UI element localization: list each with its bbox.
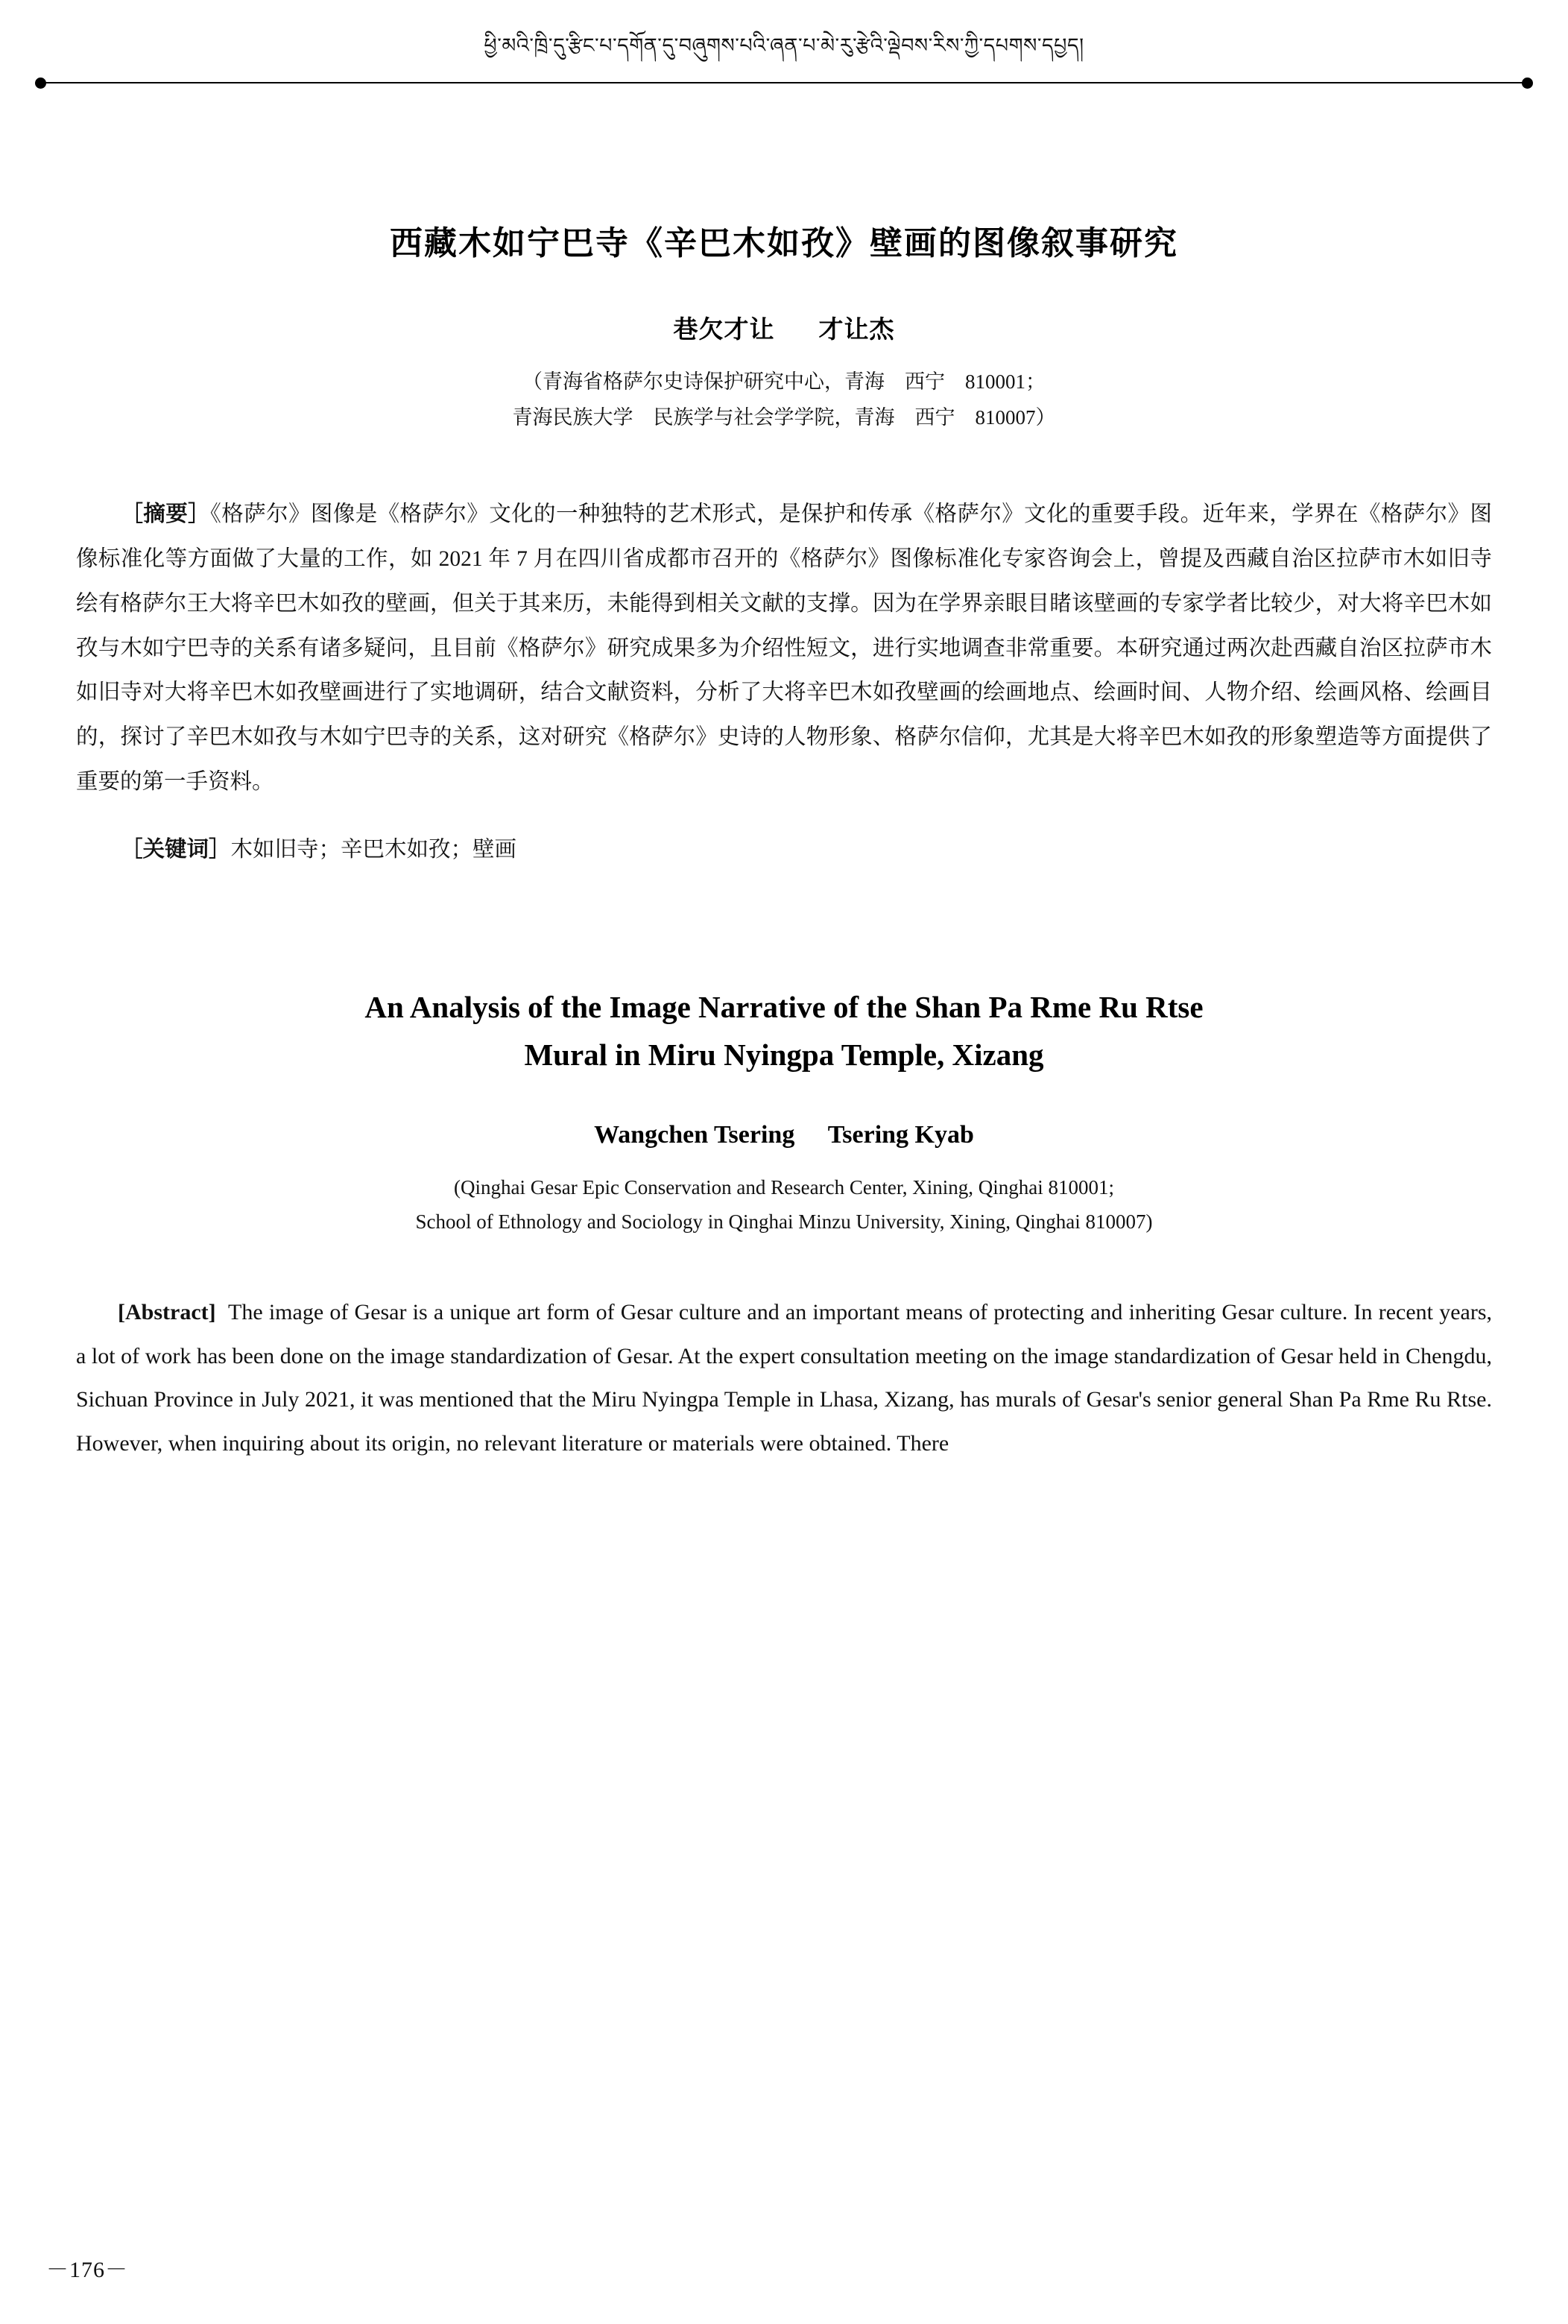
chinese-keywords-text: 木如旧寺；辛巴木如孜；壁画: [230, 837, 517, 862]
chinese-author-1: 巷欠才让: [673, 315, 775, 344]
chinese-keywords: [76, 827, 1492, 873]
chinese-title: 西藏木如宁巴寺《辛巴木如孜》壁画的图像叙事研究: [390, 224, 1178, 263]
tibetan-running-head: ཕྱི་མའི་ཁྲི་དུ་རྩིང་པ་དགོན་དུ་བཞུགས་པའི་ཞན་པ་མེ་རུ་རྩེའི་ལྡེབས་རིས་ཀྱི་དཔགས་དཔྱད།: [484, 34, 1084, 57]
english-author-2: Tsering Kyab: [827, 1120, 974, 1149]
page-number: －176－: [46, 2258, 128, 2282]
english-title-line-1: An Analysis of the Image Narrative of the Shan Pa Rme Ru Rtse: [364, 990, 1204, 1025]
english-affiliations: [76, 1170, 1492, 1240]
chinese-affiliation-1: （青海省格萨尔史诗保护研究中心，青海 西宁 810001；: [522, 370, 1046, 394]
english-title-line-2: Mural in Miru Nyingpa Temple, Xizang: [524, 1037, 1044, 1072]
chinese-affiliations: [76, 364, 1492, 435]
english-author-1: Wangchen Tsering: [594, 1120, 795, 1149]
header-rule: [35, 76, 1533, 89]
english-abstract-text: The image of Gesar is a unique art form of Gesar culture and an important means of protecting and inheriting Gesar culture. In recent years, a lot of work has been done on the image standardization of Gesar. At the expert consultation meeting on the image standardization of Gesar held in Chengdu, Sichuan Province in July 2021, it was mentioned that the Miru Nyingpa Temple in Lhasa, Xizang, has murals of Gesar's senior general Shan Pa Rme Ru Rtse. However, when inquiring about its origin, no relevant literature or materials were obtained. There: [76, 1300, 1493, 1456]
page-header: [0, 0, 1568, 89]
english-title: [76, 984, 1492, 1079]
chinese-abstract: [76, 492, 1492, 805]
rule-dot-right-icon: [1522, 78, 1533, 89]
english-affiliation-2: School of Ethnology and Sociology in Qinghai Minzu University, Xining, Qinghai 810007): [415, 1210, 1153, 1233]
english-abstract-label: [Abstract]: [118, 1300, 216, 1325]
chinese-keywords-label: ［关键词］: [121, 836, 231, 862]
english-affiliation-1: (Qinghai Gesar Epic Conservation and Research Center, Xining, Qinghai 810001;: [454, 1175, 1114, 1199]
chinese-abstract-label: ［摘要］: [121, 500, 211, 526]
chinese-affiliation-2: 青海民族大学 民族学与社会学学院，青海 西宁 810007）: [512, 405, 1056, 429]
english-authors: [76, 1121, 1492, 1149]
rule-line: [44, 82, 1524, 83]
article-content: [54, 216, 1514, 1465]
chinese-author-2: 才让杰: [818, 315, 895, 344]
chinese-abstract-text: 《格萨尔》图像是《格萨尔》文化的一种独特的艺术形式，是保护和传承《格萨尔》文化的重要手段。近年来，学界在《格萨尔》图像标准化等方面做了大量的工作，如 2021 年 7 月在四川省成都市召开的《格萨尔》图像标准化专家咨询会上，曾提及西藏自治区拉萨市木如旧寺绘有格萨尔王大将辛巴木如孜的壁画，但关于其来历，未能得到相关文献的支撑。因为在学界亲眼目睹该壁画的专家学者比较少，对大将辛巴木如孜与木如宁巴寺的关系有诸多疑问，且目前《格萨尔》研究成果多为介绍性短文，进行实地调查非常重要。本研究通过两次赴西藏自治区拉萨市木如旧寺对大将辛巴木如孜壁画进行了实地调研，结合文献资料，分析了大将辛巴木如孜壁画的绘画地点、绘画时间、人物介绍、绘画风格、绘画目的，探讨了辛巴木如孜与木如宁巴寺的关系，这对研究《格萨尔》史诗的人物形象、格萨尔信仰，尤其是大将辛巴木如孜的形象塑造等方面提供了重要的第一手资料。: [76, 502, 1492, 795]
english-abstract: [76, 1291, 1492, 1465]
chinese-authors: [76, 310, 1492, 345]
